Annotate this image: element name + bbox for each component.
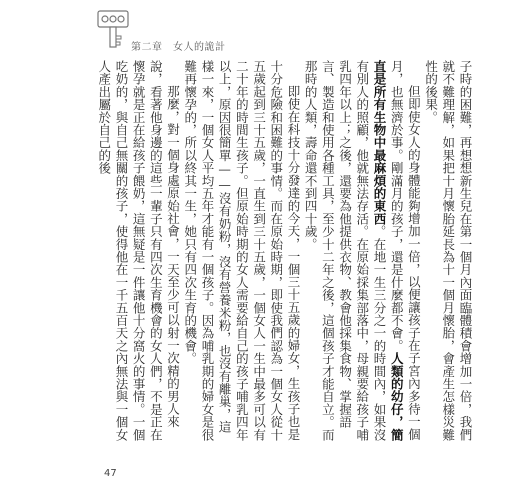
emphasis-text: 人類的幼仔，簡直是所有生物中最麻煩的東西 bbox=[371, 60, 405, 442]
paragraph bbox=[96, 60, 182, 443]
body-text bbox=[96, 60, 474, 443]
chapter-title: 第二章 女人的詭計 bbox=[131, 42, 226, 53]
paragraph-text: 那麼，對一個身處原始社會，一天至少可以射一次精的男人來說，看著他身邊的這些一輩子只有四次生育機會的女人們，不是正在懷孕就是正在給孩子餵奶，這無疑是一件讓他十分窩火的事情。一個吃奶的，與自己無關的孩子，使得他在一千五百天之內無法與一個女人產出屬於自己的後 bbox=[96, 60, 181, 441]
page-number: 47 bbox=[104, 468, 117, 479]
chapter-header bbox=[95, 8, 275, 58]
paragraph-text: 子時的困難，再想想新生兒在第一個月內面臨體積會增加一倍，我們就不難理解，如果把十月懷胎延長為十一個月懷胎，會產生怎樣災難性的後果。 bbox=[423, 60, 473, 441]
paragraph bbox=[302, 60, 422, 443]
paragraph-text: 但即使女人的身體能夠增加一倍，以便讓孩子在子宮內多待一個月，也無濟於事。剛滿月的孩子，還是什麼都不會。 bbox=[389, 60, 422, 441]
key-icon bbox=[95, 8, 135, 56]
paragraph-text: 。在地一生三分之一的時間內，如果沒有別人的照顧，他就無法存活。在原始採集部落中，母親要給孩子哺乳四年以上；之後，還要為他提供衣物、教會他採集食物、掌握語言、製造和使用各種工具，至少十二年之後，這個孩子才能自立。而那時的人類，壽命還不到四十歲。 bbox=[303, 60, 387, 442]
paragraph-text: 即使在科技十分發達的今天，一個三十五歲的婦女，生孩子也是十分危險和困難的事情。而在原始時期，即使我們認為一個女人從十五歲起到三十五歲，一直生到三十五歲，一個女人一生中最多可以有二十年的時間生孩子。但原始時期的女人需要給自己的孩子哺乳四年以上，原因很簡單——沒有奶粉，沒有營養米粉，也沒有離巢，這樣一來，一個女人平均五年才能有一個孩子。因為哺乳期的婦女是很難再懷孕的，所以終其一生，她只有四次生育的機會。 bbox=[182, 60, 301, 441]
paragraph bbox=[182, 60, 302, 443]
paragraph bbox=[422, 60, 474, 443]
